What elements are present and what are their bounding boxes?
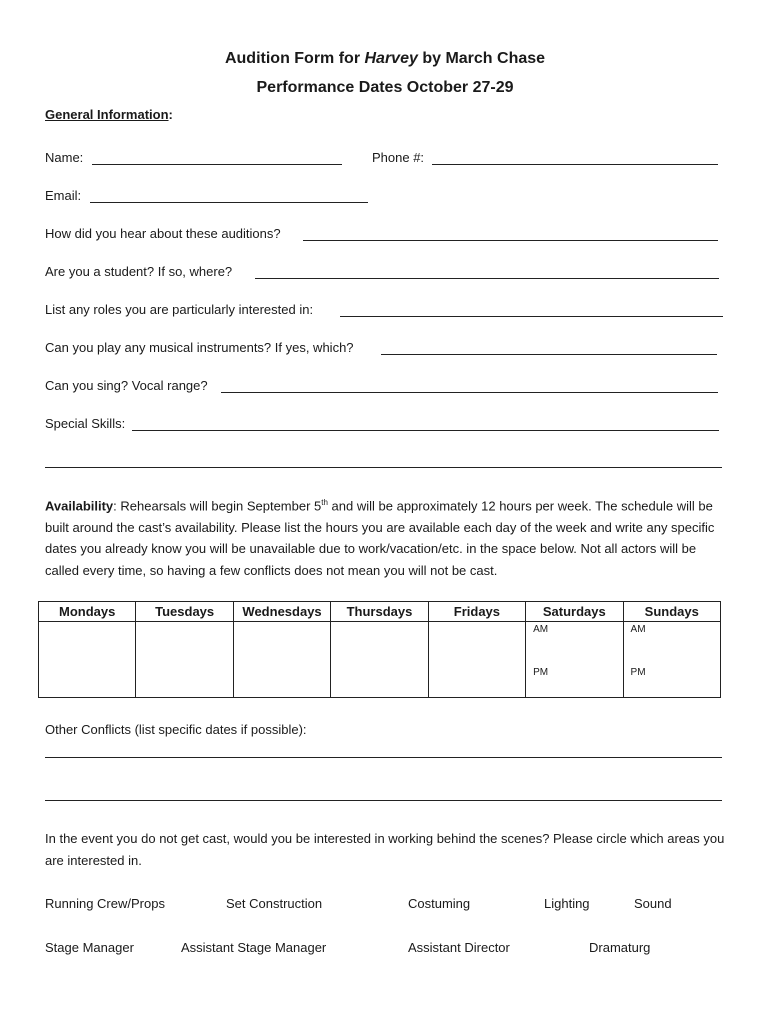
skills-field[interactable] (132, 430, 719, 431)
phone-field[interactable] (432, 164, 718, 165)
student-field[interactable] (255, 278, 719, 279)
general-info-heading: General Information: (45, 107, 173, 122)
thursday-cell[interactable] (331, 622, 428, 698)
conflicts-field-line-2[interactable] (45, 800, 722, 801)
saturday-am-label: AM (533, 624, 549, 635)
roles-label: List any roles you are particularly interested in: (45, 302, 314, 317)
day-header-wednesdays: Wednesdays (233, 602, 330, 622)
friday-cell[interactable] (428, 622, 525, 698)
day-header-fridays: Fridays (428, 602, 525, 622)
show-title: Harvey (364, 50, 418, 67)
saturday-pm-label: PM (533, 667, 549, 678)
availability-paragraph: Availability: Rehearsals will begin September 5th and will be approximately 12 hours per week. The schedule will be built around the cast’s availability. Please list the hours you are available each day of the week and write any specific dates you already know you will be unavailable due to work/vacation/etc. in the space below. Not all actors will be called every time, so having a few conflicts does not mean you will not be cast. (45, 498, 715, 578)
sing-label: Can you sing? Vocal range? (45, 378, 208, 393)
crew-option-set-construction[interactable]: Set Construction (226, 896, 323, 911)
tuesday-cell[interactable] (136, 622, 233, 698)
crew-option-assistant-director[interactable]: Assistant Director (408, 940, 510, 955)
skills-label: Special Skills: (45, 416, 126, 431)
crew-option-sound[interactable]: Sound (634, 896, 672, 911)
skills-field-line-2[interactable] (45, 467, 722, 468)
student-label: Are you a student? If so, where? (45, 264, 233, 279)
email-field[interactable] (90, 202, 368, 203)
crew-option-dramaturg[interactable]: Dramaturg (589, 940, 651, 955)
hear-field[interactable] (303, 240, 718, 241)
email-label: Email: (45, 188, 82, 203)
sunday-am-label: AM (630, 624, 646, 635)
instruments-label: Can you play any musical instruments? If yes, which? (45, 340, 354, 355)
crew-option-costuming[interactable]: Costuming (408, 896, 471, 911)
table-row (39, 622, 721, 698)
wednesday-cell[interactable] (233, 622, 330, 698)
crew-option-assistant-stage-manager[interactable]: Assistant Stage Manager (181, 940, 327, 955)
instruments-field[interactable] (381, 354, 717, 355)
form-subtitle: Performance Dates October 27-29 (256, 79, 514, 96)
crew-question: In the event you do not get cast, would you be interested in working behind the scenes? Please circle which areas you are interested in. (45, 831, 725, 868)
crew-option-running-crew[interactable]: Running Crew/Props (45, 896, 165, 911)
monday-cell[interactable] (39, 622, 136, 698)
availability-label: Availability (45, 498, 114, 514)
day-header-tuesdays: Tuesdays (136, 602, 233, 622)
crew-option-lighting[interactable]: Lighting (544, 896, 590, 911)
day-header-thursdays: Thursdays (331, 602, 428, 622)
day-header-sundays: Sundays (623, 602, 720, 622)
conflicts-field-line-1[interactable] (45, 757, 722, 758)
day-header-mondays: Mondays (39, 602, 136, 622)
conflicts-label: Other Conflicts (list specific dates if possible): (45, 722, 307, 737)
table-header-row (39, 602, 721, 622)
availability-table (38, 601, 721, 698)
sunday-pm-label: PM (630, 667, 646, 678)
sunday-cell[interactable] (623, 622, 720, 698)
day-header-saturdays: Saturdays (526, 602, 623, 622)
roles-field[interactable] (340, 316, 723, 317)
crew-option-stage-manager[interactable]: Stage Manager (45, 940, 134, 955)
phone-label: Phone #: (372, 150, 425, 165)
saturday-cell[interactable] (526, 622, 623, 698)
hear-label: How did you hear about these auditions? (45, 226, 281, 241)
sing-field[interactable] (221, 392, 718, 393)
name-field[interactable] (92, 164, 342, 165)
form-title: Audition Form for Harvey by March Chase (224, 50, 546, 67)
name-label: Name: (45, 150, 84, 165)
